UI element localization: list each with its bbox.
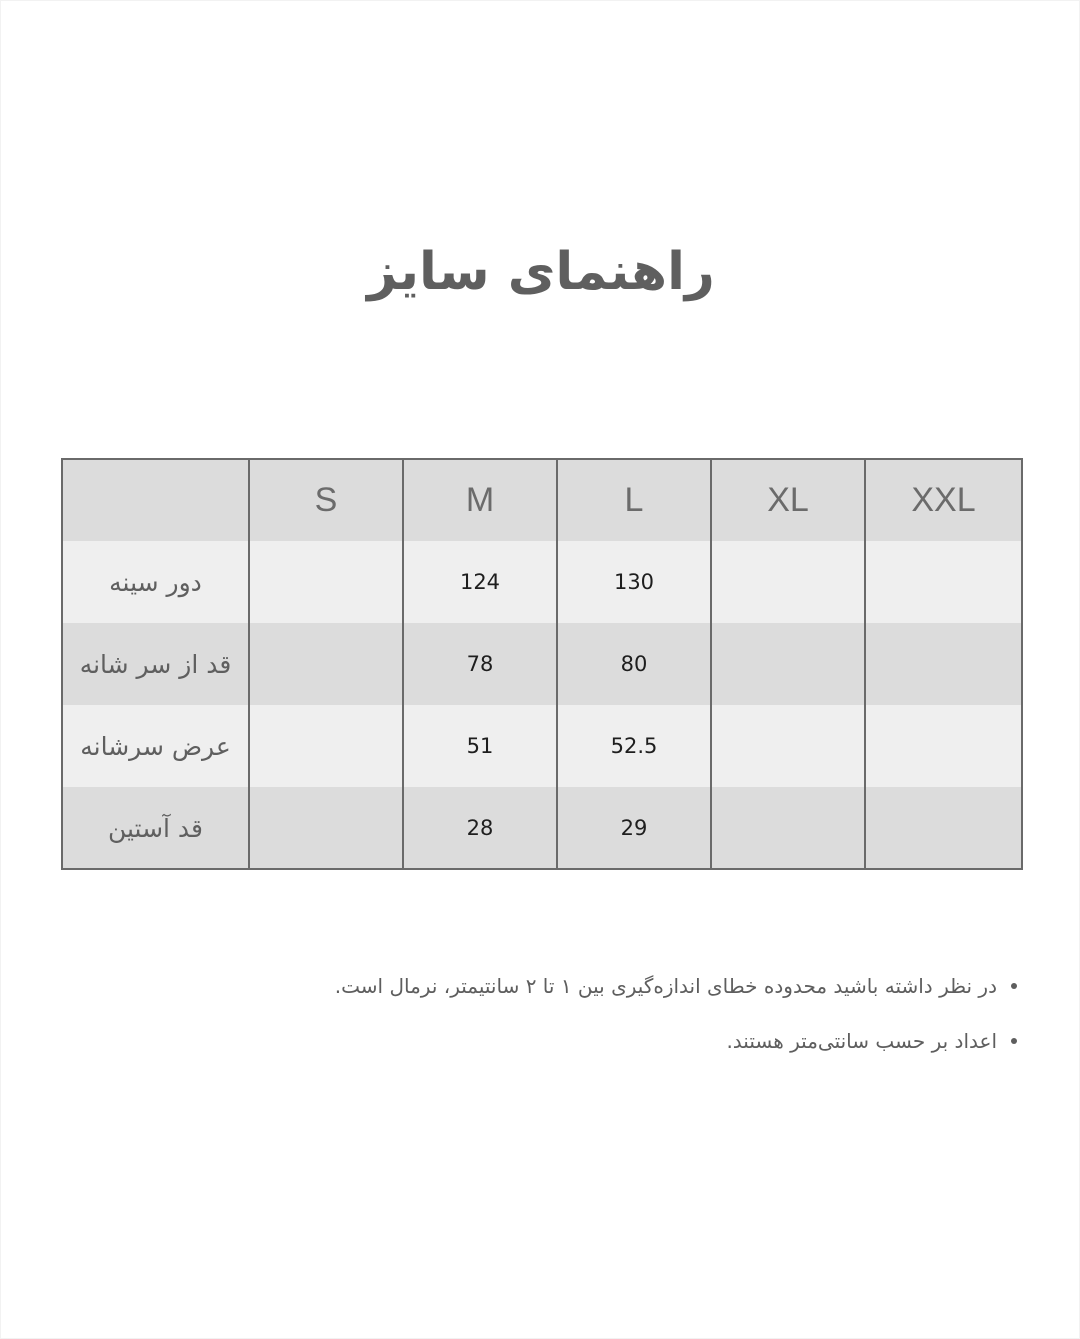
- cell-chest-l: 130: [557, 541, 711, 623]
- row-label-chest: دور سینه: [62, 541, 249, 623]
- page-title: راهنمای سایز: [367, 242, 715, 302]
- row-label-length: قد از سر شانه: [62, 623, 249, 705]
- cell-length-xl: [711, 623, 865, 705]
- cell-chest-xl: [711, 541, 865, 623]
- row-label-sleeve: قد آستین: [62, 787, 249, 869]
- table-row-length: [62, 623, 1022, 705]
- header-cell-s: S: [249, 459, 403, 541]
- cell-shoulder-s: [249, 705, 403, 787]
- row-label-shoulder: عرض سرشانه: [62, 705, 249, 787]
- cell-sleeve-xl: [711, 787, 865, 869]
- header-cell-xxl: XXL: [865, 459, 1022, 541]
- size-chart-table: [61, 458, 1023, 870]
- cell-sleeve-m: 28: [403, 787, 557, 869]
- bullet-icon: [1011, 1038, 1017, 1044]
- header-cell-l: L: [557, 459, 711, 541]
- cell-length-xxl: [865, 623, 1022, 705]
- cell-length-l: 80: [557, 623, 711, 705]
- table-header-row: [62, 459, 1022, 541]
- note-text-units: اعداد بر حسب سانتی‌متر هستند.: [726, 1029, 997, 1053]
- header-cell-xl: XL: [711, 459, 865, 541]
- notes-list: [257, 963, 1017, 1073]
- cell-length-m: 78: [403, 623, 557, 705]
- note-item: [257, 1018, 1017, 1064]
- table-row-chest: [62, 541, 1022, 623]
- note-item: [257, 963, 1017, 1009]
- header-cell-empty: [62, 459, 249, 541]
- cell-shoulder-m: 51: [403, 705, 557, 787]
- table-row-sleeve: [62, 787, 1022, 869]
- cell-sleeve-s: [249, 787, 403, 869]
- note-text-measurement-error: در نظر داشته باشید محدوده خطای اندازه‌گیری بین ۱ تا ۲ سانتیمتر، نرمال است.: [334, 974, 997, 998]
- cell-sleeve-xxl: [865, 787, 1022, 869]
- cell-length-s: [249, 623, 403, 705]
- bullet-icon: [1011, 983, 1017, 989]
- cell-shoulder-xl: [711, 705, 865, 787]
- cell-sleeve-l: 29: [557, 787, 711, 869]
- cell-chest-m: 124: [403, 541, 557, 623]
- table-row-shoulder: [62, 705, 1022, 787]
- cell-shoulder-l: 52.5: [557, 705, 711, 787]
- cell-chest-s: [249, 541, 403, 623]
- cell-shoulder-xxl: [865, 705, 1022, 787]
- header-cell-m: M: [403, 459, 557, 541]
- cell-chest-xxl: [865, 541, 1022, 623]
